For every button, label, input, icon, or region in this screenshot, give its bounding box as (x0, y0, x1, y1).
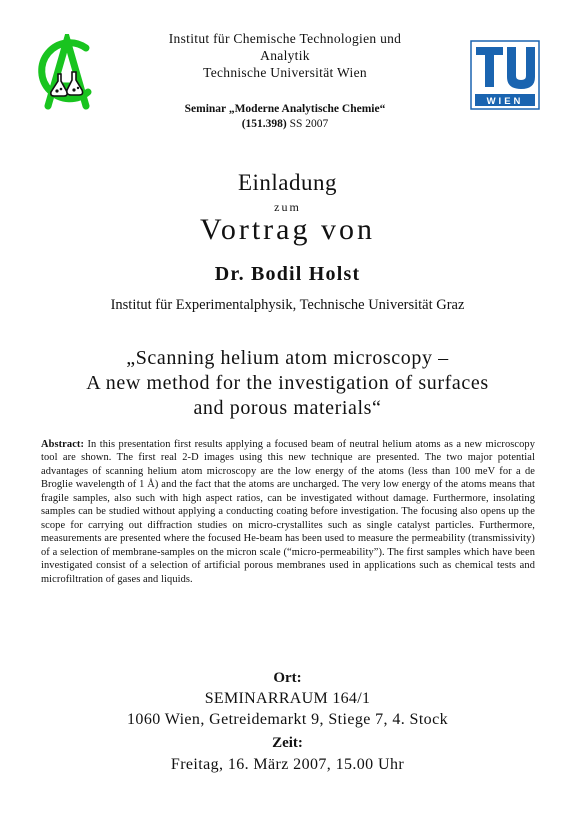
location-address: 1060 Wien, Getreidemarkt 9, Stiege 7, 4. Stock (127, 711, 448, 728)
talk-title-line1: „Scanning helium atom microscopy – (126, 347, 449, 369)
talk-title-line2: A new method for the investigation of surfaces (86, 372, 489, 394)
tu-wien-logo (470, 40, 540, 110)
abstract (41, 438, 535, 586)
institute-name-line1: Institut für Chemische Technologien und (168, 31, 402, 46)
institute-name-line2: Analytik (260, 48, 310, 63)
institute-header (110, 30, 460, 81)
seminar-title: Seminar „Moderne Analytische Chemie“ (184, 103, 386, 115)
course-number: (151.398) (241, 118, 287, 130)
talk-heading: Vortrag von (200, 213, 375, 246)
seminar-info (110, 102, 460, 132)
time-label: Zeit: (272, 735, 303, 751)
location-label: Ort: (273, 670, 302, 686)
abstract-text: In this presentation first results applying a focused beam of neutral helium atoms as a new microscopy tool are shown. The first real 2-D images using this new technique are presented. The two major potential advantages of scanning helium atom microscopy are the low energy of the atoms (less than 100 meV for a de Broglie wavelength of 1 Å) and the fact that the atoms are uncharged. The very low energy of the atoms means that fragile samples, also such with high aspect ratios, can be investigated without damage. Furthermore, insolating samples can be studied without applying a conducting coating before investigation. The focusing also opens up the scope for carrying out diffraction studies on micro-crystallites such as single catalyst particles. Furthermore, measurements are presented where the focused He-beam has been used to measure the permeability (transmissivity) of a selection of membrane-samples on the micron scale (“micro-permeability”). The first samples which have been investigated consist of a selection of artificial porous membranes used in applications such as chemical tests and microfiltration of gases and liquids. (41, 439, 535, 585)
speaker-affiliation: Institut für Experimentalphysik, Technische Universität Graz (110, 297, 465, 313)
institute-logo (34, 34, 100, 110)
time-value: Freitag, 16. März 2007, 15.00 Uhr (170, 756, 405, 773)
location-room: SEMINARRAUM 164/1 (204, 690, 371, 707)
course-line (110, 117, 460, 132)
talk-title-line3: and porous materials“ (193, 397, 382, 419)
tu-wien-logo-sub: WIEN (486, 96, 524, 107)
invitation-heading: Einladung (237, 170, 338, 195)
invitation-zum: zum (274, 200, 301, 214)
speaker-name: Dr. Bodil Holst (214, 263, 361, 285)
semester: SS 2007 (289, 118, 329, 130)
university-name: Technische Universität Wien (203, 65, 367, 80)
abstract-label: Abstract: (41, 439, 85, 450)
talk-title (20, 346, 555, 421)
